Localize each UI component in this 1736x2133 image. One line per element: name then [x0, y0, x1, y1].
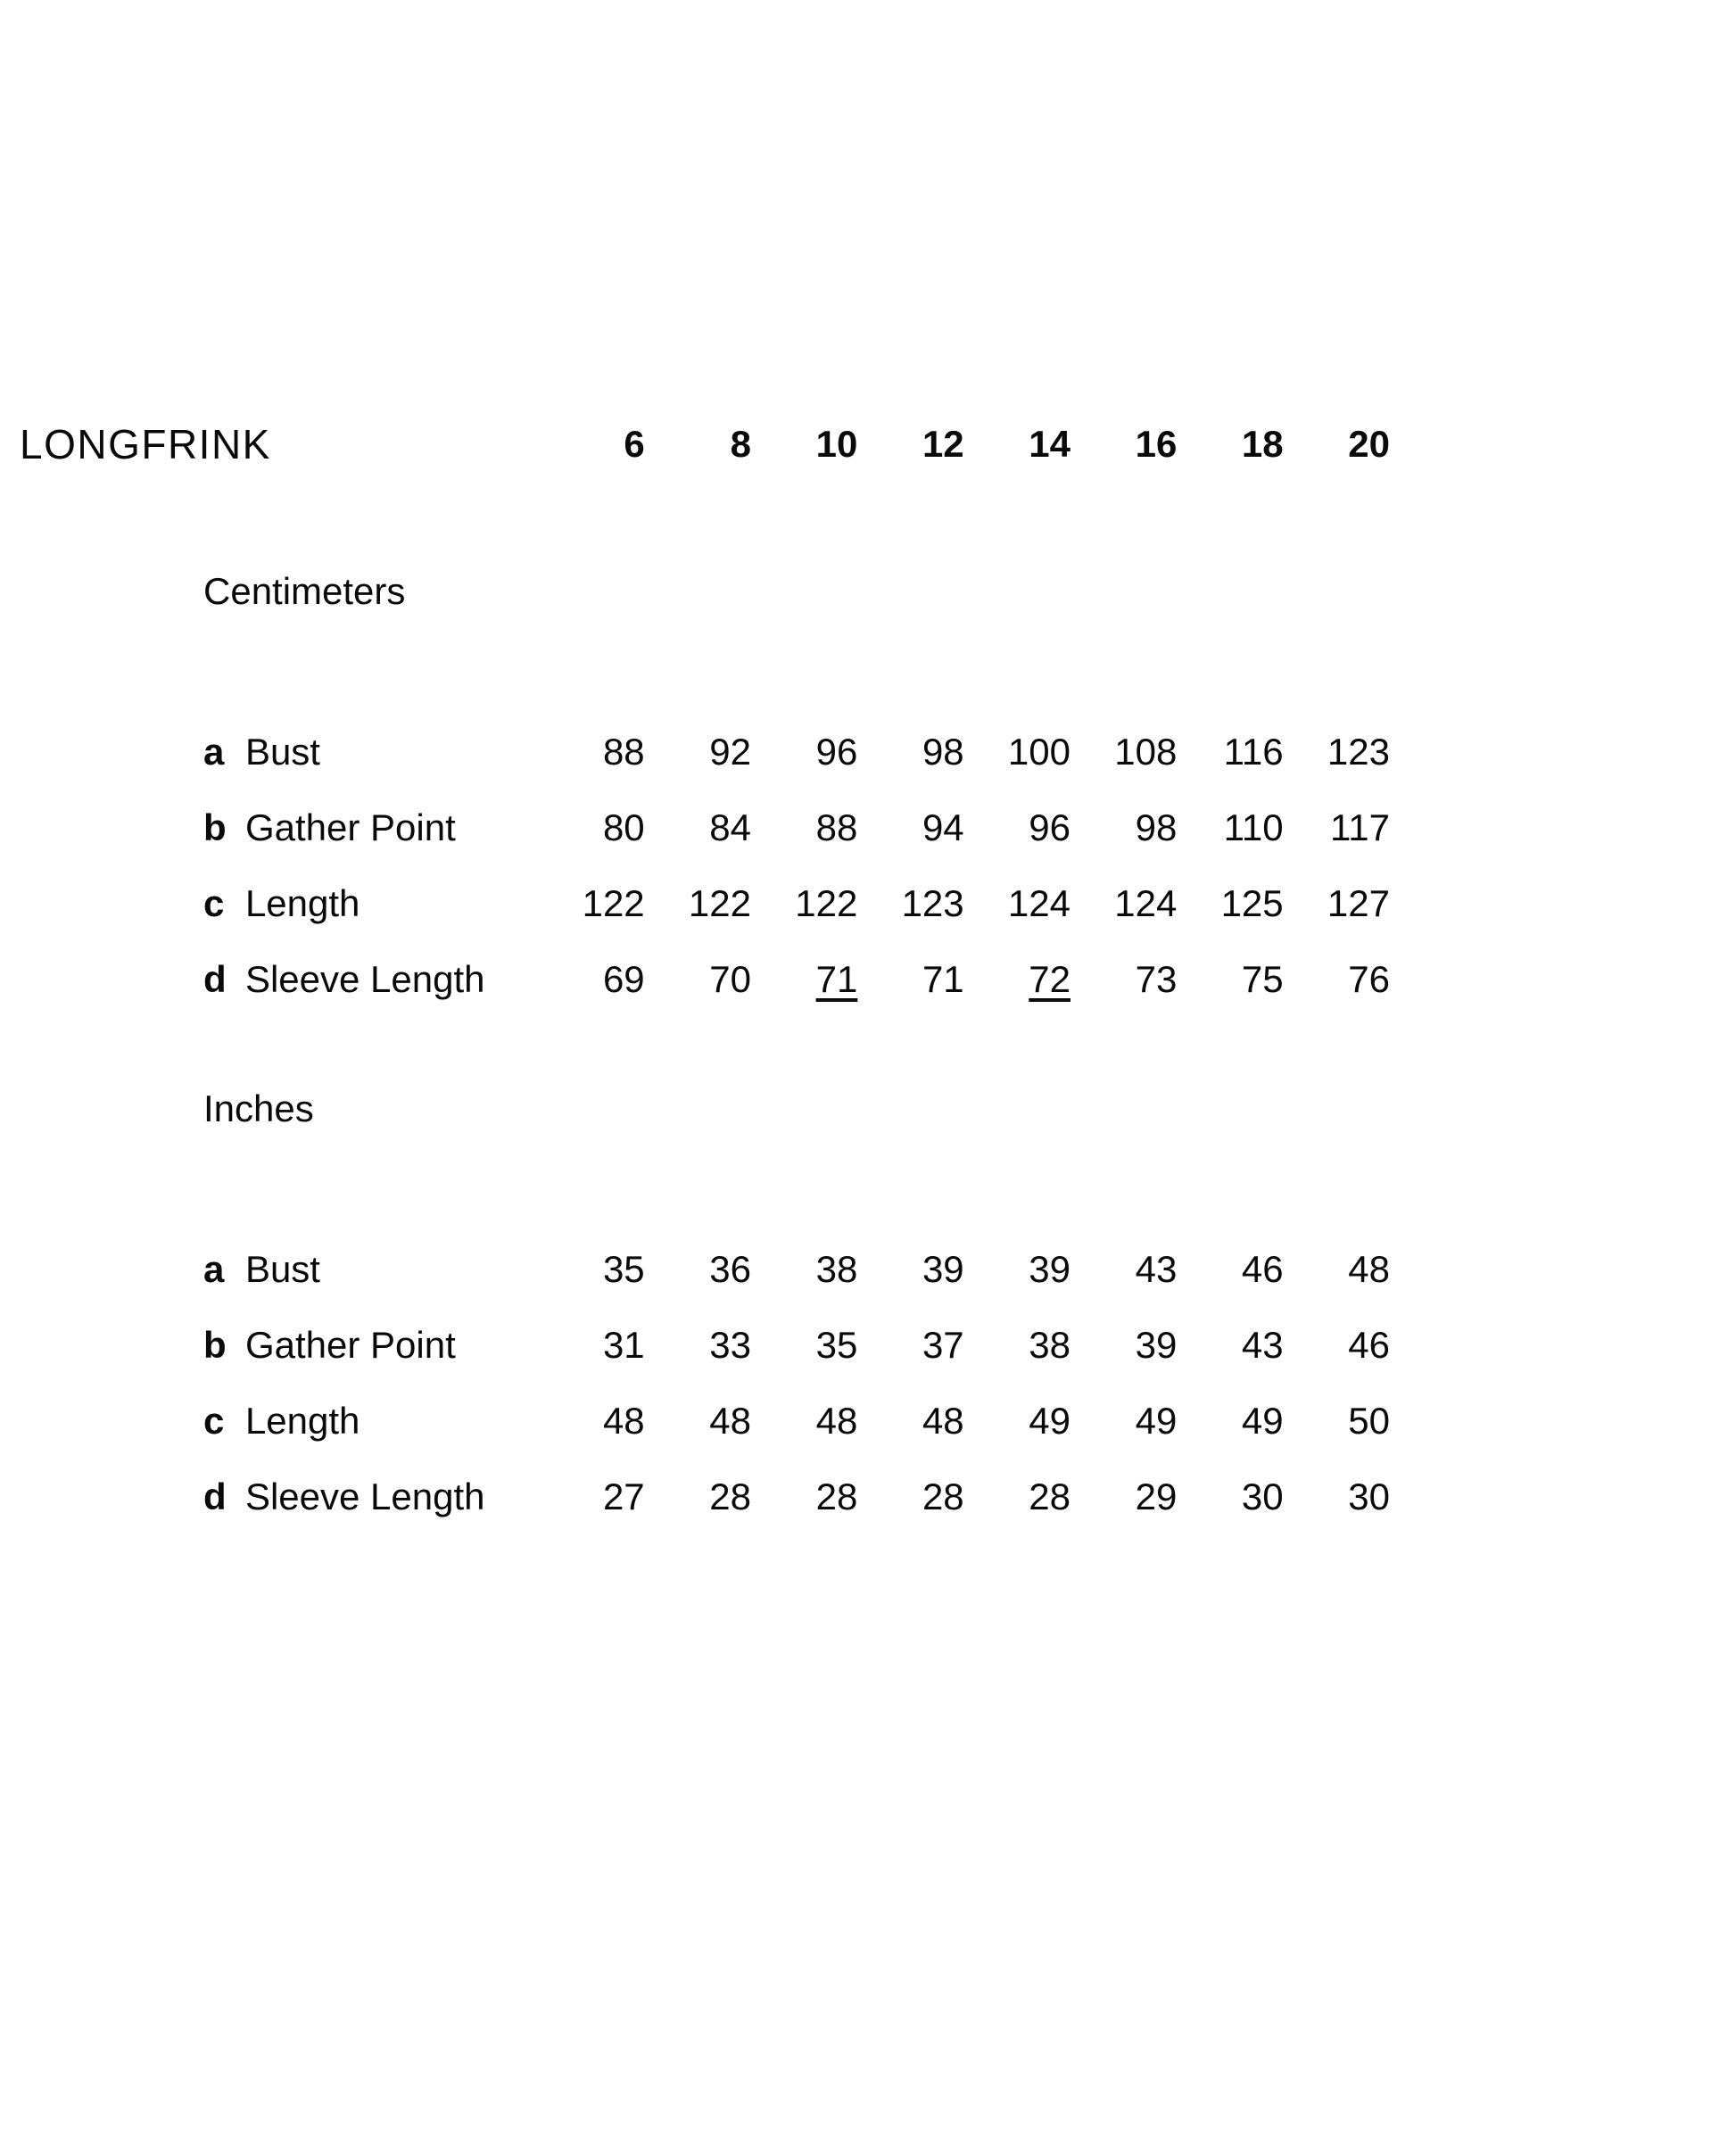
value-cell: 69	[602, 957, 645, 1000]
spacer-row	[20, 1017, 1390, 1062]
value-cell: 50	[1348, 1399, 1390, 1442]
row-label: Gather Point	[244, 806, 456, 848]
value-cell: 124	[1114, 881, 1178, 924]
table-row-cm-gather-point	[20, 790, 1390, 865]
value-cell: 43	[1135, 1247, 1178, 1290]
value-cell: 116	[1223, 730, 1284, 773]
section-label-centimeters: Centimeters	[203, 569, 406, 612]
size-column-header-8: 8	[730, 422, 751, 465]
value-cell: 38	[815, 1247, 858, 1290]
spacer-row	[20, 638, 1390, 714]
value-cell: 48	[709, 1399, 751, 1442]
value-cell: 28	[815, 1475, 858, 1517]
value-cell: 39	[1029, 1247, 1071, 1290]
value-cell: 31	[602, 1323, 645, 1366]
header-row	[20, 397, 1390, 491]
value-cell: 39	[922, 1247, 964, 1290]
row-label: Bust	[244, 1247, 320, 1290]
value-cell: 122	[582, 881, 645, 924]
value-cell: 72	[1029, 957, 1071, 1000]
spacer-row	[20, 491, 1390, 544]
value-cell: 29	[1135, 1475, 1178, 1517]
table-row-in-gather-point	[20, 1307, 1390, 1383]
value-cell: 30	[1241, 1475, 1284, 1517]
value-cell: 48	[1348, 1247, 1390, 1290]
section-row-inches	[20, 1062, 1390, 1155]
value-cell: 125	[1220, 881, 1284, 924]
value-cell: 75	[1241, 957, 1284, 1000]
value-cell: 88	[815, 806, 858, 848]
product-name: LONGFRINK	[20, 420, 271, 467]
size-column-header-14: 14	[1029, 422, 1071, 465]
value-cell: 84	[709, 806, 751, 848]
row-label: Sleeve Length	[244, 957, 485, 1000]
section-label-inches: Inches	[203, 1087, 314, 1129]
value-cell: 123	[1327, 730, 1390, 773]
value-cell: 36	[709, 1247, 751, 1290]
value-cell: 30	[1348, 1475, 1390, 1517]
row-label: Gather Point	[244, 1323, 456, 1366]
row-letter: a	[203, 730, 225, 773]
row-label: Length	[244, 881, 360, 924]
value-cell: 43	[1241, 1323, 1284, 1366]
value-cell: 37	[922, 1323, 964, 1366]
value-cell: 49	[1029, 1399, 1071, 1442]
value-cell: 76	[1348, 957, 1390, 1000]
value-cell: 96	[1029, 806, 1071, 848]
value-cell: 27	[602, 1475, 645, 1517]
row-label: Sleeve Length	[244, 1475, 485, 1517]
row-letter: b	[203, 1323, 227, 1366]
value-cell: 94	[922, 806, 964, 848]
value-cell: 39	[1135, 1323, 1178, 1366]
value-cell: 80	[602, 806, 645, 848]
value-cell: 46	[1241, 1247, 1284, 1290]
value-cell: 110	[1223, 806, 1284, 848]
value-cell: 48	[922, 1399, 964, 1442]
value-cell: 117	[1330, 806, 1390, 848]
value-cell: 28	[709, 1475, 751, 1517]
value-cell: 98	[922, 730, 964, 773]
spacer-row	[20, 1155, 1390, 1231]
table-row-in-length	[20, 1383, 1390, 1459]
value-cell: 73	[1135, 957, 1178, 1000]
value-cell: 127	[1327, 881, 1390, 924]
size-chart-table	[20, 397, 1390, 1534]
value-cell: 48	[602, 1399, 645, 1442]
table-row-in-bust	[20, 1231, 1390, 1307]
row-letter: c	[203, 881, 225, 924]
row-letter: d	[203, 957, 227, 1000]
value-cell: 71	[815, 957, 858, 1000]
row-letter: c	[203, 1399, 225, 1442]
size-column-header-16: 16	[1135, 422, 1178, 465]
row-letter: d	[203, 1475, 227, 1517]
table-row-in-sleeve-length	[20, 1459, 1390, 1534]
row-letter: b	[203, 806, 227, 848]
value-cell: 108	[1114, 730, 1178, 773]
value-cell: 38	[1029, 1323, 1071, 1366]
size-chart-page	[0, 397, 1736, 2133]
row-letter: a	[203, 1247, 225, 1290]
row-label: Length	[244, 1399, 360, 1442]
value-cell: 28	[1029, 1475, 1071, 1517]
value-cell: 49	[1241, 1399, 1284, 1442]
size-column-header-18: 18	[1241, 422, 1284, 465]
value-cell: 88	[602, 730, 645, 773]
value-cell: 33	[709, 1323, 751, 1366]
value-cell: 28	[922, 1475, 964, 1517]
row-label: Bust	[244, 730, 320, 773]
value-cell: 46	[1348, 1323, 1390, 1366]
value-cell: 122	[688, 881, 751, 924]
size-column-header-20: 20	[1348, 422, 1390, 465]
value-cell: 96	[815, 730, 858, 773]
value-cell: 71	[922, 957, 964, 1000]
size-column-header-12: 12	[922, 422, 964, 465]
size-column-header-6: 6	[624, 422, 645, 465]
section-row-centimeters	[20, 544, 1390, 638]
value-cell: 98	[1135, 806, 1178, 848]
value-cell: 123	[901, 881, 964, 924]
table-row-cm-bust	[20, 714, 1390, 790]
value-cell: 70	[709, 957, 751, 1000]
value-cell: 122	[795, 881, 858, 924]
value-cell: 124	[1007, 881, 1071, 924]
value-cell: 35	[815, 1323, 858, 1366]
table-row-cm-length	[20, 865, 1390, 941]
value-cell: 35	[602, 1247, 645, 1290]
size-column-header-10: 10	[815, 422, 858, 465]
value-cell: 48	[815, 1399, 858, 1442]
value-cell: 49	[1135, 1399, 1178, 1442]
table-row-cm-sleeve-length	[20, 941, 1390, 1017]
value-cell: 92	[709, 730, 751, 773]
value-cell: 100	[1007, 730, 1071, 773]
